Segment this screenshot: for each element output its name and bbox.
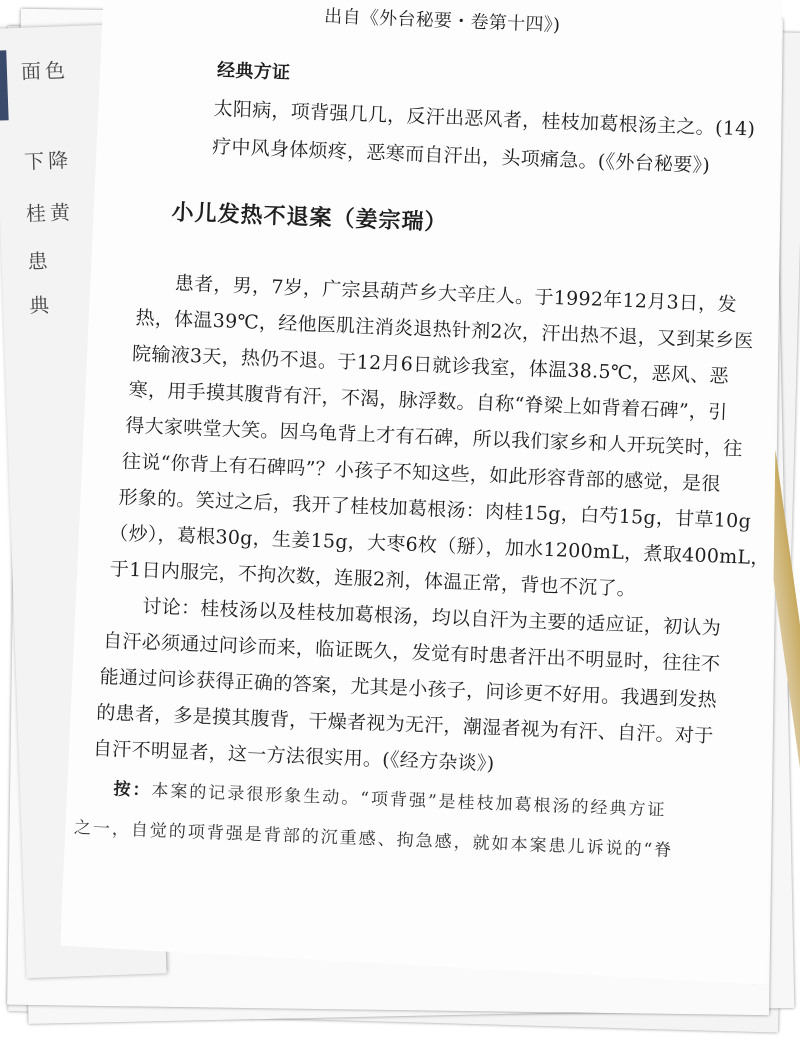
classic-text-line: 疗中风身体烦疼，恶寒而自汗出，头项痛急。(《外台秘要》) [211,135,711,177]
body-line: 院输液3天，热仍不退。于12月6日就诊我室，体温38.5℃，恶风、恶 [131,342,730,388]
left-page-fragment: 面色 [20,58,70,84]
body-line: 能通过问诊获得正确的答案，尤其是小孩子，问诊更不好用。我遇到发热 [99,665,718,712]
left-page-fragment: 桂黄 [25,200,75,226]
body-line: 寒，用手摸其腹背有汗，不渴，脉浮数。自称“脊梁上如背着石碑”，引 [128,378,728,424]
top-reference-line: 出自《外台秘要・卷第十四》) [323,5,561,37]
note-line [113,774,667,820]
left-page-edge-bar [0,50,9,120]
body-line: 讨论：桂枝汤以及桂枝加葛根汤，均以自汗为主要的适应证，初认为 [142,595,722,640]
note-text: 本案的记录很形象生动。“项背强”是桂枝加葛根汤的经典方证 [151,780,667,821]
body-line: 形象的。笑过之后，我开了桂枝加葛根汤：肉桂15g，白芍15g，甘草10g [118,486,752,533]
left-page-fragment: 下降 [23,148,73,174]
left-page-fragment: 典 [28,292,54,318]
body-line: 患者，男，7岁，广宗县葫芦乡大辛庄人。于1992年12月3日，发 [174,272,738,316]
left-page-fragment: 患 [27,248,53,274]
body-line: 自汗不明显者，这一方法很实用。(《经方杂谈》) [92,737,495,776]
body-line: 自汗必须通过问诊而来，临证既久，发觉有时患者汗出不明显时，往往不 [102,629,721,676]
body-line: 往说“你背上有石碑吗”？小孩子不知这些，如此形容背部的感觉，是很 [121,450,722,496]
body-line: 的患者，多是摸其腹背，干燥者视为无汗，潮湿者视为有汗、自汗。对于 [95,701,714,748]
case-title: 小儿发热不退案（姜宗瑞） [171,200,448,236]
section-heading: 经典方证 [216,59,291,84]
body-line: 热，体温39℃，经他医肌注消炎退热针剂2次，汗出热不退，又到某乡医 [135,306,754,353]
note-label: 按： [113,779,152,801]
body-line: 得大家哄堂大笑。因乌龟背上才有石碑，所以我们家乡和人开玩笑时，往 [124,414,743,461]
body-line: 于1日内服完，不拘次数，连服2剂，体温正常，背也不沉了。 [109,558,637,601]
classic-text-line: 太阳病，项背强几几，反汗出恶风者，桂枝加葛根汤主之。(14) [213,97,756,141]
note-line: 之一，自觉的项背强是背部的沉重感、拘急感，就如本案患儿诉说的“脊 [73,817,674,861]
body-line: （炒），葛根30g，生姜15g，大枣6枚（掰），加水1200mL，煮取400mL， [108,522,771,570]
